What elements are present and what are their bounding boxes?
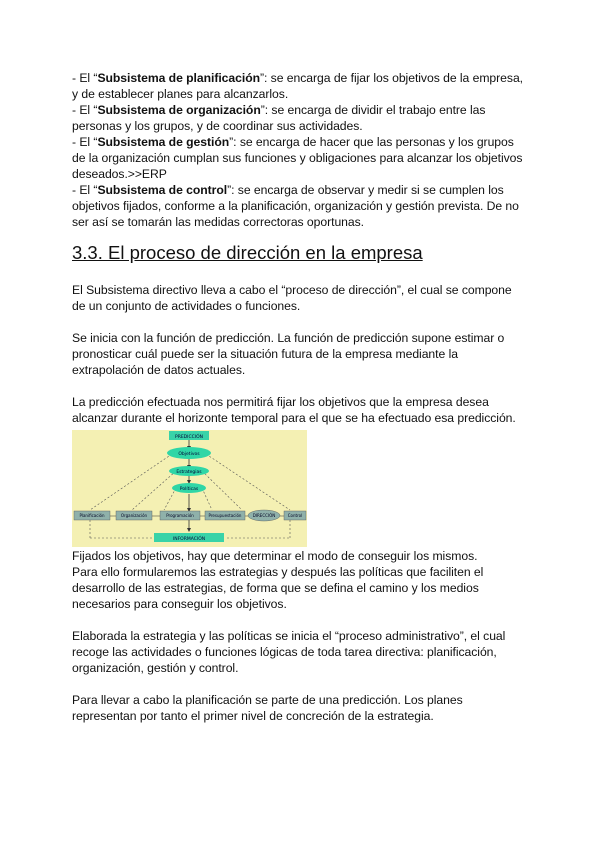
process-diagram (72, 430, 307, 547)
list-item-gestion: - El “Subsistema de gestión”: se encarga de hacer que las personas y los grupos de la organización cumplan sus funciones y obligaciones para alcanzar los objetivos deseados.>>ERP (72, 135, 523, 181)
programacion-label: Programación (166, 513, 194, 518)
process-diagram-svg (72, 430, 307, 547)
paragraph-2: Se inicia con la función de predicción. La función de predicción supone estimar o pronosticar cuál puede ser la situación futura de la empresa mediante la extrapolación de datos actuales. (72, 331, 505, 377)
planificacion-label: Planificación (79, 513, 105, 518)
prediccion-label: PREDICCIÓN (175, 435, 203, 440)
section-heading: 3.3. El proceso de dirección en la empresa (72, 242, 423, 263)
presupuestacion-label: Presupuestación (208, 513, 242, 518)
estrategias-label: Estrategias (176, 470, 202, 475)
direccion-label: DIRECCIÓN (252, 513, 276, 518)
paragraph-4: Fijados los objetivos, hay que determinar el modo de conseguir los mismos. Para ello formularemos las estrategias y después las políticas que faciliten el desarrollo de las estrategias, de forma que se defina el camino y los medios necesarios para conseguir los objetivos. (72, 549, 484, 611)
objetivos-label: Objetivos (178, 452, 200, 457)
document-page (72, 70, 532, 724)
paragraph-5: Elaborada la estrategia y las políticas se inicia el “proceso administrativo”, el cual recoge las actividades o funciones lógicas de toda tarea directiva: planificación, organización, gestión y control. (72, 629, 506, 675)
politicas-label: Políticas (179, 487, 199, 492)
paragraph-1: El Subsistema directivo lleva a cabo el “proceso de dirección”, el cual se compone de un conjunto de actividades o funciones. (72, 283, 512, 313)
list-item-organizacion: - El “Subsistema de organización”: se encarga de dividir el trabajo entre las personas y los grupos, y de coordinar sus actividades. (72, 103, 486, 133)
paragraph-3: La predicción efectuada nos permitirá fijar los objetivos que la empresa desea alcanzar durante el horizonte temporal para el que se ha efectuado esa predicción. (72, 395, 516, 425)
list-item-control: - El “Subsistema de control”: se encarga de observar y medir si se cumplen los objetivos fijados, conforme a la planificación, organización y gestión prevista. De no ser así se tomarán las medidas correctoras oportunas. (72, 183, 519, 229)
list-item-planificacion: - El “Subsistema de planificación”: se encarga de fijar los objetivos de la empresa, y de establecer planes para alcanzarlos. (72, 71, 524, 101)
paragraph-6: Para llevar a cabo la planificación se parte de una predicción. Los planes representan por tanto el primer nivel de concreción de la estrategia. (72, 693, 463, 723)
informacion-label: INFORMACIÓN (172, 537, 206, 542)
control-label: Control (287, 513, 303, 518)
organizacion-label: Organización (120, 513, 148, 518)
